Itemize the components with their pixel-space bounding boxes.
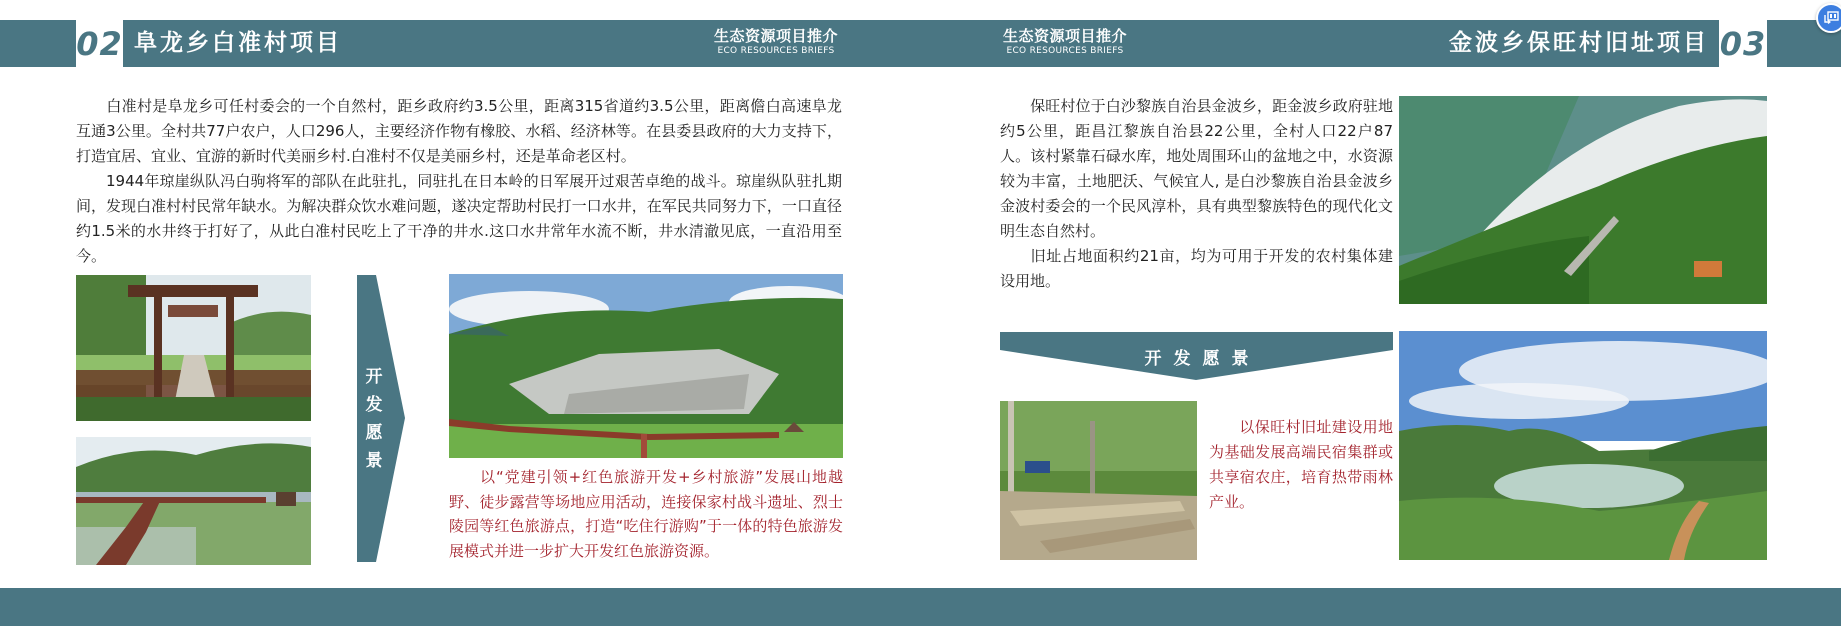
misty-forest-photo: [1399, 96, 1767, 304]
development-vision-arrow: [357, 275, 405, 562]
brief-en-left: ECO RESOURCES BRIEFS: [717, 46, 835, 56]
brief-label-left: [706, 27, 846, 57]
right-intro-paragraph-2: 旧址占地面积约21亩，均为可用于开发的农村集体建设用地。: [1000, 247, 1393, 290]
reservoir-photo: [1399, 331, 1767, 560]
left-vision-text: 以“党建引领+红色旅游开发+乡村旅游”发展山地越野、徒步露营等场地应用活动，连接保家村战斗遗址、烈士陵园等红色旅游点，打造“吃住行游购”于一体的特色旅游发展模式并进一步扩大开发红色旅游资源。: [449, 468, 843, 560]
boardwalk-paddy-photo: [76, 437, 311, 565]
development-vision-banner-label: 开发愿景: [1144, 349, 1261, 369]
page-title-left: 阜龙乡白准村项目: [134, 30, 342, 56]
left-intro-paragraph-2: 1944年琼崖纵队冯白驹将军的部队在此驻扎，同驻扎在日本岭的日军展开过艰苦卓绝的战斗。琼崖纵队驻扎期间，发现白准村村民常年缺水。为解决群众饮水难问题，遂决定帮助村民打一口水井，在军民共同努力下，一口直径约1.5米的水井终于打好了，从此白准村民吃上了干净的井水.这口水井常年水流不断，井水清澈见底，一直沿用至今。: [76, 172, 842, 265]
footer-band: [0, 588, 1841, 626]
old-site-photo: [1000, 401, 1197, 560]
development-vision-label: 开 发 愿 景: [365, 367, 383, 471]
floating-screen-button[interactable]: [1816, 3, 1841, 33]
right-intro-paragraph-1: 保旺村位于白沙黎族自治县金波乡，距金波乡政府驻地约5公里，距昌江黎族自治县22公里，全村人口22户87人。该村紧靠石碌水库，地处周围环山的盆地之中，水资源较为丰富，土地肥沃、气候宜人, 是白沙黎族自治县金波乡金波村委会的一个民风淳朴，具有典型黎族特色的现代化文明生态自然村。: [1000, 97, 1393, 240]
hillside-village-photo: [449, 274, 843, 458]
brief-label-right: [995, 27, 1135, 57]
page-number-right: 03: [1719, 20, 1767, 67]
left-intro-paragraph-1: 白准村是阜龙乡可任村委会的一个自然村，距乡政府约3.5公里，距离315省道约3.5公里，距离儋白高速阜龙互通3公里。全村共77户农户，人口296人，主要经济作物有橡胶、水稻、经济林等。在县委县政府的大力支持下，打造宜居、宜业、宜游的新时代美丽乡村.白准村不仅是美丽乡村，还是革命老区村。: [76, 97, 842, 165]
village-gate-photo: [76, 275, 311, 421]
screen-share-icon: [1823, 11, 1839, 25]
right-vision-text: 以保旺村旧址建设用地为基础发展高端民宿集群或共享宿农庄，培育热带雨林产业。: [1209, 418, 1393, 511]
brief-cn-left: 生态资源项目推介: [713, 27, 838, 45]
brief-en-right: ECO RESOURCES BRIEFS: [1006, 46, 1124, 56]
page-number-left: 02: [76, 20, 123, 67]
page-title-right: 金波乡保旺村旧址项目: [1449, 30, 1709, 56]
brief-cn-right: 生态资源项目推介: [1002, 27, 1127, 45]
development-vision-banner: [1000, 332, 1393, 382]
